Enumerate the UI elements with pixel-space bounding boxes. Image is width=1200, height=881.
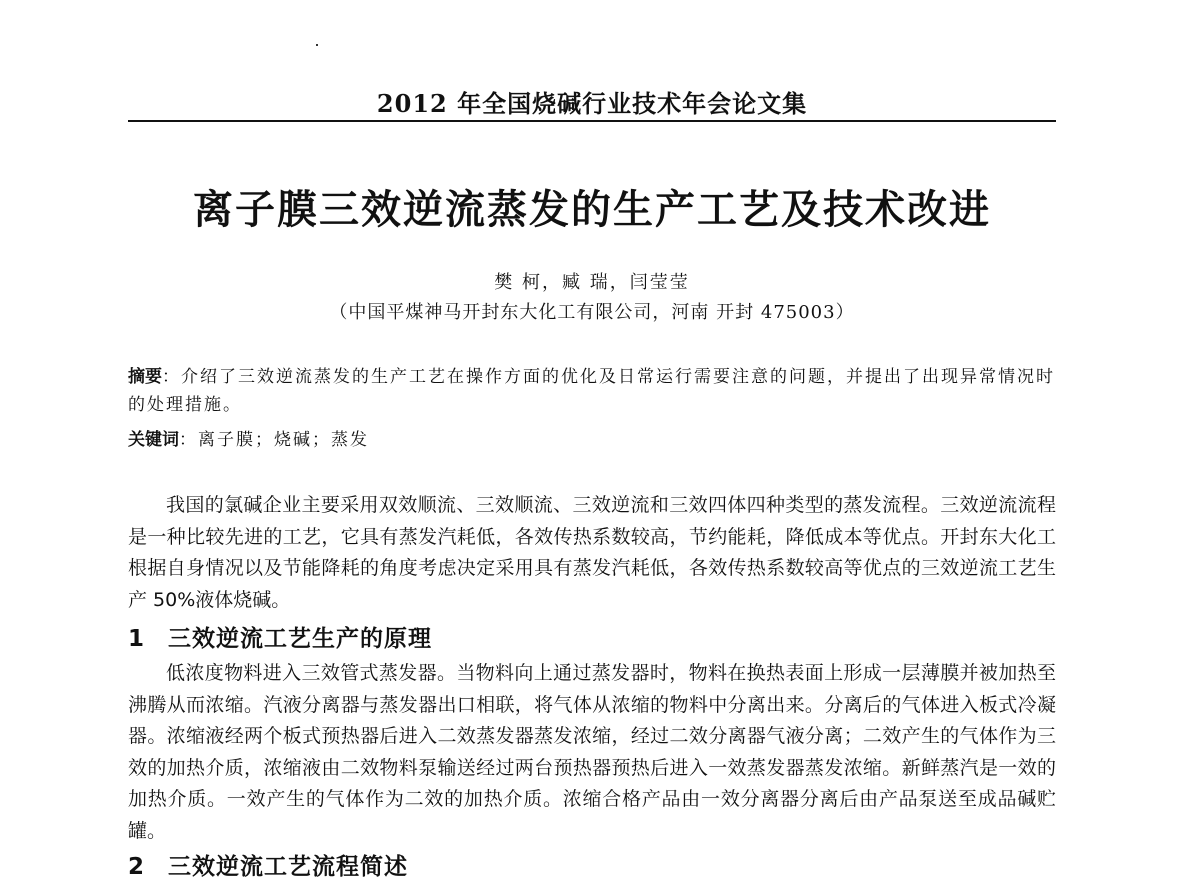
abstract	[128, 363, 1056, 419]
intro-paragraph: 我国的氯碱企业主要采用双效顺流、三效顺流、三效逆流和三效四体四种类型的蒸发流程。三效逆流流程是一种比较先进的工艺，它具有蒸发汽耗低，各效传热系数较高，节约能耗，降低成本等优点。开封东大化工根据自身情况以及节能降耗的角度考虑决定采用具有蒸发汽耗低，各效传热系数较高等优点的三效逆流工艺生产 50%液体烧碱。	[128, 494, 1056, 611]
abstract-label: 摘要	[128, 367, 162, 387]
header-rule	[128, 120, 1056, 122]
keywords	[128, 426, 1056, 454]
section-1-title: 三效逆流工艺生产的原理	[168, 626, 432, 652]
keywords-label: 关键词	[128, 430, 179, 450]
affiliation: （中国平煤神马开封东大化工有限公司，河南 开封 475003）	[329, 302, 855, 323]
section-2-title: 三效逆流工艺流程简述	[168, 854, 408, 880]
scan-speck	[316, 44, 318, 46]
abstract-text: ：介绍了三效逆流蒸发的生产工艺在操作方面的优化及日常运行需要注意的问题，并提出了出现异常情况时的处理措施。	[128, 367, 1055, 415]
authors: 樊 柯，臧 瑞，闫莹莹	[494, 272, 690, 293]
paper-title: 离子膜三效逆流蒸发的生产工艺及技术改进	[193, 187, 991, 233]
keywords-text: ：离子膜；烧碱；蒸发	[179, 430, 369, 450]
section-1-heading	[128, 620, 1056, 653]
running-header: 2012 年全国烧碱行业技术年会论文集	[376, 89, 808, 118]
section-1-number: 1	[128, 626, 146, 652]
section-1-paragraph: 低浓度物料进入三效管式蒸发器。当物料向上通过蒸发器时，物料在换热表面上形成一层薄膜并被加热至沸腾从而浓缩。汽液分离器与蒸发器出口相联，将气体从浓缩的物料中分离出来。分离后的气体进入板式冷凝器。浓缩液经两个板式预热器后进入二效蒸发器蒸发浓缩，经过二效分离器气液分离；二效产生的气体作为三效的加热介质，浓缩液由二效物料泵输送经过两台预热器预热后进入一效蒸发器蒸发浓缩。新鲜蒸汽是一效的加热介质。一效产生的气体作为二效的加热介质。浓缩合格产品由一效分离器分离后由产品泵送至成品碱贮罐。	[128, 662, 1056, 842]
section-2-number: 2	[128, 854, 146, 880]
section-2-heading	[128, 848, 1056, 881]
